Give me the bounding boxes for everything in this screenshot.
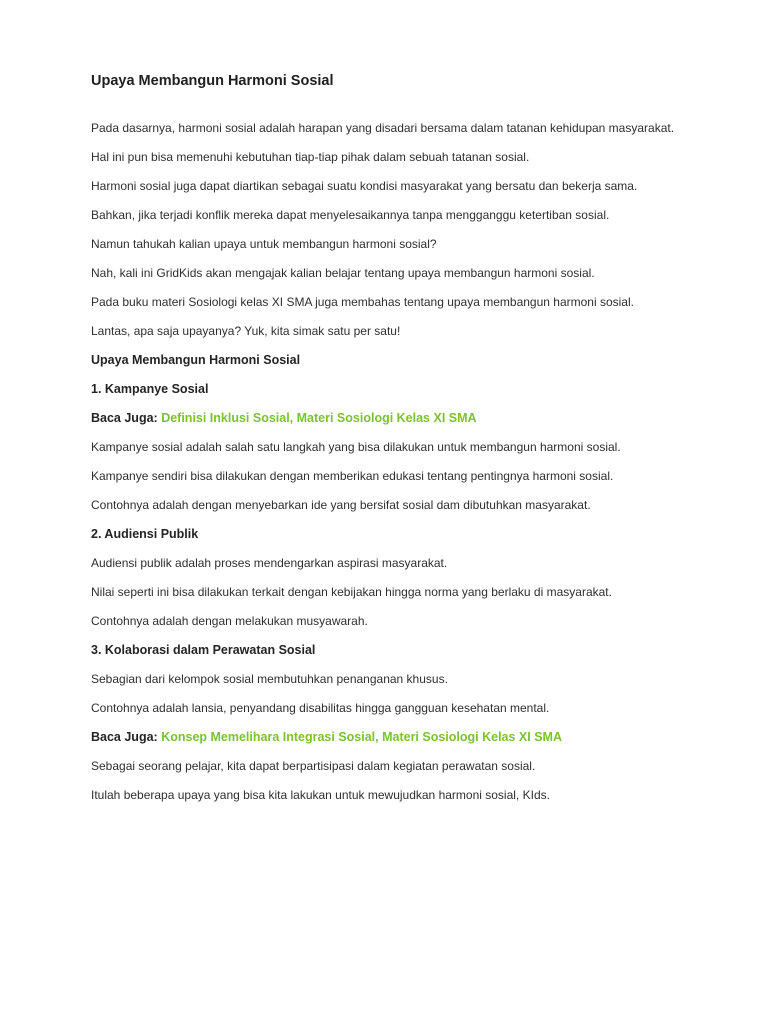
paragraph: Nilai seperti ini bisa dilakukan terkait dengan kebijakan hingga norma yang berlaku di masyarakat. <box>91 585 612 599</box>
paragraph: Sebagian dari kelompok sosial membutuhkan penanganan khusus. <box>91 672 448 686</box>
read-also-label: Baca Juga: <box>91 411 158 425</box>
paragraph: Bahkan, jika terjadi konflik mereka dapat menyelesaikannya tanpa mengganggu ketertiban sosial. <box>91 208 610 222</box>
article-body <box>91 121 681 817</box>
paragraph: Kampanye sosial adalah salah satu langkah yang bisa dilakukan untuk membangun harmoni sosial. <box>91 440 621 454</box>
paragraph: Itulah beberapa upaya yang bisa kita lakukan untuk mewujudkan harmoni sosial, KIds. <box>91 788 550 802</box>
paragraph: Lantas, apa saja upayanya? Yuk, kita simak satu per satu! <box>91 324 401 338</box>
paragraph: Kampanye sendiri bisa dilakukan dengan memberikan edukasi tentang pentingnya harmoni sosial. <box>91 469 614 483</box>
paragraph: Nah, kali ini GridKids akan mengajak kalian belajar tentang upaya membangun harmoni sosial. <box>91 266 595 280</box>
section-3-heading: 3. Kolaborasi dalam Perawatan Sosial <box>91 643 316 657</box>
read-also-2 <box>91 730 681 745</box>
read-also-link-1[interactable]: Definisi Inklusi Sosial, Materi Sosiologi Kelas XI SMA <box>161 411 477 425</box>
paragraph: Hal ini pun bisa memenuhi kebutuhan tiap-tiap pihak dalam sebuah tatanan sosial. <box>91 150 530 164</box>
paragraph: Harmoni sosial juga dapat diartikan sebagai suatu kondisi masyarakat yang bersatu dan bekerja sama. <box>91 179 638 193</box>
paragraph: Contohnya adalah dengan menyebarkan ide yang bersifat sosial dam dibutuhkan masyarakat. <box>91 498 591 512</box>
paragraph: Pada buku materi Sosiologi kelas XI SMA juga membahas tentang upaya membangun harmoni sosial. <box>91 295 634 309</box>
read-also-1 <box>91 411 681 426</box>
paragraph: Pada dasarnya, harmoni sosial adalah harapan yang disadari bersama dalam tatanan kehidupan masyarakat. <box>91 121 675 135</box>
paragraph: Sebagai seorang pelajar, kita dapat berpartisipasi dalam kegiatan perawatan sosial. <box>91 759 536 773</box>
section-1-heading: 1. Kampanye Sosial <box>91 382 209 396</box>
paragraph: Audiensi publik adalah proses mendengarkan aspirasi masyarakat. <box>91 556 448 570</box>
read-also-label: Baca Juga: <box>91 730 158 744</box>
paragraph: Contohnya adalah lansia, penyandang disabilitas hingga gangguan kesehatan mental. <box>91 701 550 715</box>
section-2-heading: 2. Audiensi Publik <box>91 527 199 541</box>
page-title: Upaya Membangun Harmoni Sosial <box>91 73 334 89</box>
section-heading: Upaya Membangun Harmoni Sosial <box>91 353 301 367</box>
paragraph: Namun tahukah kalian upaya untuk membangun harmoni sosial? <box>91 237 437 251</box>
read-also-link-2[interactable]: Konsep Memelihara Integrasi Sosial, Materi Sosiologi Kelas XI SMA <box>161 730 562 744</box>
paragraph: Contohnya adalah dengan melakukan musyawarah. <box>91 614 368 628</box>
